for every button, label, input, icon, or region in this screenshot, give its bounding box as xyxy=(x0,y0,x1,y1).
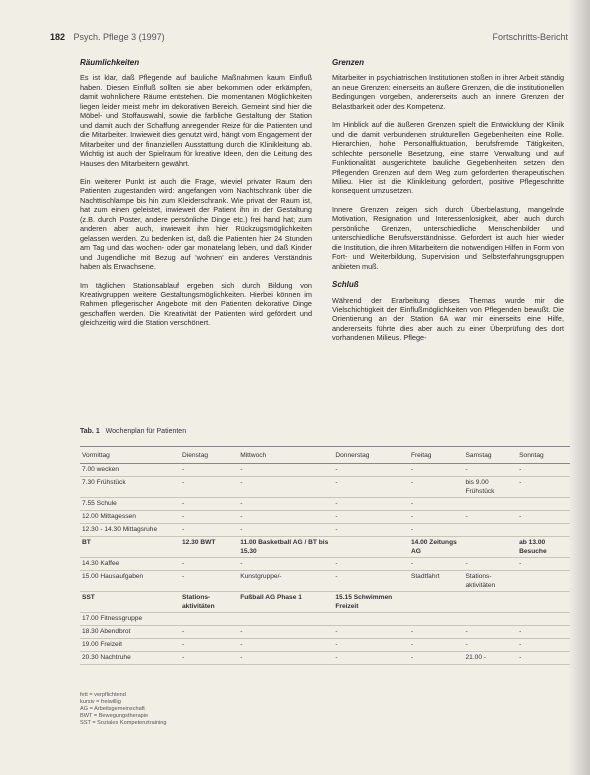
schedule-cell: - xyxy=(333,464,409,477)
schedule-cell: - xyxy=(464,464,518,477)
schedule-cell: - xyxy=(333,571,409,592)
schedule-cell: - xyxy=(464,558,518,571)
page-number: 182 xyxy=(50,32,66,42)
schedule-cell: - xyxy=(238,626,333,639)
time-cell: 12.30 - 14.30 Mittagsruhe xyxy=(80,524,180,537)
schedule-cell xyxy=(464,524,518,537)
paragraph: Ein weiterer Punkt ist auch die Frage, wieviel privater Raum den Patienten zugestanden wird: angefangen vom Nachtschrank über die Nachttischlampe bis hin zum Kleiderschrank. Wie privat der Raum ist, hat zum einen geleistet, inwieweit der Patient ihn in der Gestaltung (z.B. durch Poster, andere persönliche Dinge etc.) frei hand hat; zum anderen aber auch, inwieweit ihm hier Rückzugsmöglichkeiten gelassen werden. Zu bedenken ist, daß die Patienten hier 24 Stunden am Tag und das wochen- oder gar monatelang leben, und daß Kinder und Jugendliche mit Bezug auf 'wohnen' ein anderes Verständnis haben als Erwachsene. xyxy=(80,176,312,272)
schedule-cell: - xyxy=(180,464,238,477)
paragraph: Im Hinblick auf die äußeren Grenzen spielt die Entwicklung der Klinik und die damit verbundenen strukturellen Gegebenheiten eine Rolle. Hierarchien, hohe Personalfluktuation, berufsfremde Tätigkeiten, schlechte personelle Besetzung, eine starre Verwaltung und auf Funktionalität ausgerichtete bauliche Gegebenheiten setzen den Pflegenden Grenzen auf dem Weg zum geforderten therapeutischen Milieu. Hier ist die Klinikleitung gefordert, positive Pflegeschritte konsequent umzusetzen. xyxy=(332,120,564,196)
schedule-cell xyxy=(464,613,518,626)
table-caption-label: Tab. 1 xyxy=(80,428,100,435)
schedule-cell: - xyxy=(333,498,409,511)
schedule-cell: - xyxy=(333,511,409,524)
schedule-cell: - xyxy=(517,558,570,571)
table-row xyxy=(80,477,570,498)
legend-item: kursiv = freiwillig xyxy=(80,699,121,705)
paragraph: Mitarbeiter in psychiatrischen Institutionen stoßen in ihrer Arbeit ständig an neue Grenzen: einerseits an äußere Grenzen, die die institutionellen Bedingungen vorgeben, andererseits auch an innere Grenzen der Belastbarkeit oder des Kompetenz. xyxy=(332,73,564,111)
schedule-cell: - xyxy=(409,639,464,652)
time-cell: 18.30 Abendbrot xyxy=(80,626,180,639)
schedule-cell xyxy=(464,537,518,558)
schedule-cell: - xyxy=(409,558,464,571)
schedule-cell: - xyxy=(409,477,464,498)
schedule-cell: - xyxy=(409,626,464,639)
schedule-cell: - xyxy=(180,558,238,571)
schedule-cell: - xyxy=(409,511,464,524)
schedule-cell: - xyxy=(517,639,570,652)
schedule-cell xyxy=(464,498,518,511)
schedule-cell: - xyxy=(180,477,238,498)
schedule-cell xyxy=(409,613,464,626)
schedule-cell: - xyxy=(238,639,333,652)
paragraph: Während der Erarbeitung dieses Themas wurde mir die Vielschichtigkeit der Einflußmöglichkeiten von Pflegenden bewußt. Die Orientierung an der Station 6A war mir einerseits eine Hilfe, andererseits führte dies aber auch zu einer Überprüfung des dort vorhandenen Milieus. Pflege- xyxy=(332,295,564,343)
schedule-cell: Fußball AG Phase 1 xyxy=(238,592,333,613)
schedule-cell xyxy=(517,498,570,511)
time-cell: 14.30 Kaffee xyxy=(80,558,180,571)
time-cell: SST xyxy=(80,592,180,613)
schedule-cell: - xyxy=(180,626,238,639)
schedule-cell xyxy=(517,571,570,592)
schedule-cell: Stations-aktivitäten xyxy=(180,592,238,613)
heading-conclusion: Schluß xyxy=(332,280,359,290)
column-header: Vormittag xyxy=(80,447,180,464)
left-column xyxy=(80,58,312,337)
schedule-cell: - xyxy=(180,524,238,537)
schedule-cell: - xyxy=(464,626,518,639)
schedule-cell: - xyxy=(333,524,409,537)
table-row xyxy=(80,498,570,511)
schedule-cell xyxy=(517,613,570,626)
paragraph: Im täglichen Stationsablauf ergeben sich durch Bildung von Kreativgruppen weitere Gestaltungsmöglichkeiten. Hierbei können im Rahmen pflegerischer Angebote mit den Patienten dekorative Dinge geschaffen werden. Die Kreativität der Patienten wird gefördert und gleichzeitig wird die Station verschönert. xyxy=(80,280,312,328)
schedule-cell xyxy=(333,613,409,626)
time-cell: 20.30 Nachtruhe xyxy=(80,652,180,665)
table-row xyxy=(80,613,570,626)
paragraph: Es ist klar, daß Pflegende auf bauliche Maßnahmen kaum Einfluß haben. Diesen Einfluß sollten sie aber bekommen oder erkämpfen, damit wohnlichere Räume entstehen. Die momentanen Möglichkeiten liegen leider meist mehr im dekorativen Bereich. Gemeint sind hier die Möbel- und Stoffauswahl, sowie die farbliche Gestaltung der Station und damit auch der Schaffung anregender Reize für die Patienten und die Mitarbeiter. Inwieweit dies genutzt wird, hängt vom Engagement der Mitarbeiter und der finanziellen Ausstattung durch die Klinikleitung ab. Wichtig ist auch der Spielraum für kreative Ideen, den die Leitung des Hauses den Mitarbeitern gewährt. xyxy=(80,73,312,168)
column-header: Samstag xyxy=(464,447,518,464)
time-cell: 7.55 Schule xyxy=(80,498,180,511)
schedule-cell: - xyxy=(238,524,333,537)
weekly-schedule-table xyxy=(80,446,570,665)
time-cell: 15.00 Hausaufgaben xyxy=(80,571,180,592)
schedule-cell: - xyxy=(180,652,238,665)
schedule-cell: Stations-aktivitäten xyxy=(464,571,518,592)
schedule-cell: 11.00 Basketball AG / BT bis 15.30 xyxy=(238,537,333,558)
time-cell: 7.00 wecken xyxy=(80,464,180,477)
table-row xyxy=(80,571,570,592)
table-row xyxy=(80,464,570,477)
table-body xyxy=(80,464,570,665)
schedule-cell: - xyxy=(180,498,238,511)
legend-item: AG = Arbeitsgemeinschaft xyxy=(80,706,145,712)
column-header: Mittwoch xyxy=(238,447,333,464)
table-row xyxy=(80,626,570,639)
schedule-cell: 12.30 BWT xyxy=(180,537,238,558)
table-caption xyxy=(80,428,186,435)
table-row xyxy=(80,524,570,537)
schedule-cell: - xyxy=(180,639,238,652)
schedule-cell: 21.00 - xyxy=(464,652,518,665)
schedule-cell: Kunstgruppe/- xyxy=(238,571,333,592)
schedule-cell: - xyxy=(238,477,333,498)
schedule-cell: - xyxy=(464,511,518,524)
schedule-cell: - xyxy=(238,498,333,511)
time-cell: 7.30 Frühstück xyxy=(80,477,180,498)
schedule-cell: - xyxy=(180,511,238,524)
schedule-cell: - xyxy=(333,639,409,652)
page-binding-shadow xyxy=(568,0,590,775)
table-legend xyxy=(80,692,167,727)
schedule-cell: - xyxy=(238,558,333,571)
table-row xyxy=(80,639,570,652)
paragraph: Innere Grenzen zeigen sich durch Überbelastung, mangelnde Motivation, Resignation und Interessenlosigkeit, aber auch durch persönliche Grenzen, unterschiedliche Menschenbilder und unterschiedliche Berufsverständnisse. Gefordert ist auch hier wieder die Institution, die ihren Mitarbeitern die notwendigen Hilfen in Form von Fort- und Weiterbildung, Supervision und Selbsterfahrungsgruppen anbieten muß. xyxy=(332,204,565,271)
heading-borders: Grenzen xyxy=(332,58,365,67)
schedule-cell: - xyxy=(333,626,409,639)
schedule-cell xyxy=(517,592,570,613)
schedule-cell: - xyxy=(238,511,333,524)
table-row xyxy=(80,537,570,558)
schedule-cell xyxy=(180,613,238,626)
schedule-cell: 15.15 Schwimmen Freizeit xyxy=(333,592,409,613)
schedule-cell: bis 9.00 Frühstück xyxy=(464,477,518,498)
table-header-row xyxy=(80,447,570,464)
table-caption-text: Wochenplan für Patienten xyxy=(105,428,187,435)
section-title: Fortschritts-Bericht xyxy=(492,32,568,42)
column-header: Donnerstag xyxy=(333,447,409,464)
time-cell: BT xyxy=(80,537,180,558)
table-row xyxy=(80,511,570,524)
schedule-cell: - xyxy=(180,571,238,592)
legend-item: SST = Soziales Kompetenztraining xyxy=(80,720,167,726)
column-header: Dienstag xyxy=(180,447,238,464)
schedule-cell xyxy=(464,592,518,613)
schedule-cell: - xyxy=(238,464,333,477)
table-row xyxy=(80,652,570,665)
schedule-cell xyxy=(238,613,333,626)
legend-item: BWT = Bewegungstherapie xyxy=(80,713,149,719)
schedule-cell: - xyxy=(333,652,409,665)
schedule-cell: Stadtfahrt xyxy=(409,571,464,592)
column-header: Sonntag xyxy=(517,447,570,464)
table-row xyxy=(80,592,570,613)
heading-rooms: Räumlichkeiten xyxy=(80,58,140,67)
schedule-cell: - xyxy=(409,498,464,511)
running-header xyxy=(50,32,568,42)
right-column xyxy=(332,58,564,352)
schedule-cell: - xyxy=(409,652,464,665)
schedule-cell: ab 13.00 Besuche xyxy=(517,537,570,558)
schedule-cell: - xyxy=(238,652,333,665)
table-row xyxy=(80,558,570,571)
schedule-cell: - xyxy=(517,652,570,665)
time-cell: 12.00 Mittagessen xyxy=(80,511,180,524)
time-cell: 17.00 Fitnessgruppe xyxy=(80,613,180,626)
schedule-cell xyxy=(409,592,464,613)
legend-item: fett = verpflichtend xyxy=(80,692,126,698)
schedule-cell: 14.00 Zeitungs AG xyxy=(409,537,464,558)
schedule-cell: - xyxy=(464,639,518,652)
schedule-cell: - xyxy=(409,464,464,477)
schedule-cell: - xyxy=(517,626,570,639)
schedule-cell xyxy=(333,537,409,558)
time-cell: 19.00 Freizeit xyxy=(80,639,180,652)
schedule-cell xyxy=(517,524,570,537)
schedule-cell: - xyxy=(333,477,409,498)
schedule-cell: - xyxy=(517,464,570,477)
journal-citation: Psych. Pflege 3 (1997) xyxy=(73,32,165,42)
schedule-cell: - xyxy=(517,477,570,498)
column-header: Freitag xyxy=(409,447,464,464)
schedule-cell: - xyxy=(517,511,570,524)
schedule-cell: - xyxy=(333,558,409,571)
schedule-cell: - xyxy=(409,524,464,537)
